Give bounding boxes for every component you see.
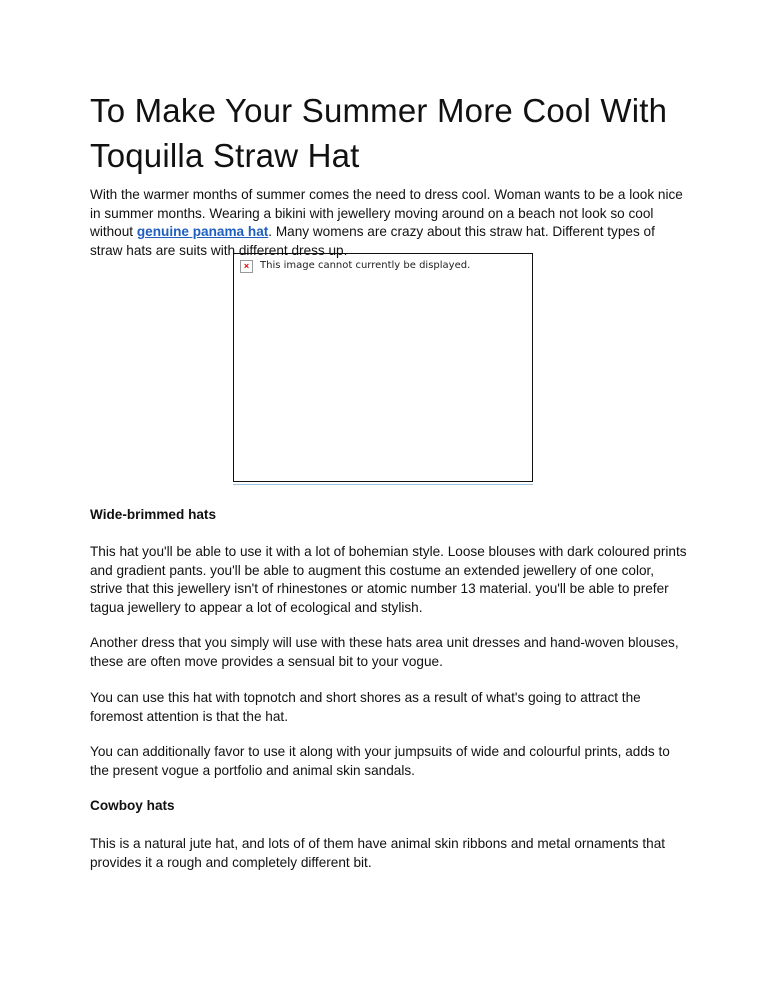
paragraph-block xyxy=(90,689,690,726)
paragraph-block xyxy=(90,835,690,872)
paragraph-block xyxy=(90,743,690,780)
paragraph: This hat you'll be able to use it with a lot of bohemian style. Loose blouses with dark coloured prints and gradient pants. you'll be able to augment this costume an extended jewellery of one color, strive that this jewellery isn't of rhinestones or atomic number 13 material. you'll be able to prefer tagua jewellery to appear a lot of ecological and stylish. xyxy=(90,544,687,615)
image-error-text: This image cannot currently be displayed. xyxy=(260,260,471,271)
section-wide-brimmed xyxy=(90,507,690,522)
intro-text-end: . Many womens are crazy about this straw hat. Different types of straw hats are suits with different dress up. xyxy=(90,224,655,258)
paragraph: Another dress that you simply will use with these hats area unit dresses and hand-woven blouses, these are often move provides a sensual bit to your vogue. xyxy=(90,635,679,669)
broken-image-icon: × xyxy=(240,260,253,273)
section-heading: Cowboy hats xyxy=(90,798,175,813)
article-header xyxy=(90,88,690,260)
intro-paragraph xyxy=(90,186,690,260)
section-cowboy xyxy=(90,798,690,813)
paragraph: This is a natural jute hat, and lots of of them have animal skin ribbons and metal ornaments that provides it a rough and completely different bit. xyxy=(90,836,666,870)
intro-text: With the warmer months of summer comes the need to dress cool. Woman wants to be a look nice in summer months. Wearing a bikini with jewellery moving around on a beach not look so cool without xyxy=(90,187,683,240)
page-title: To Make Your Summer More Cool With Toquilla Straw Hat xyxy=(90,92,668,174)
genuine-panama-hat-link[interactable]: genuine panama hat xyxy=(136,224,269,240)
section-heading: Wide-brimmed hats xyxy=(90,507,217,522)
paragraph-block xyxy=(90,634,690,671)
image-placeholder xyxy=(233,253,533,482)
paragraph: You can additionally favor to use it along with your jumpsuits of wide and colourful prints, adds to the present vogue a portfolio and animal skin sandals. xyxy=(90,744,670,778)
paragraph: You can use this hat with topnotch and short shores as a result of what's going to attract the foremost attention is that the hat. xyxy=(90,690,641,724)
paragraph-block xyxy=(90,543,690,617)
